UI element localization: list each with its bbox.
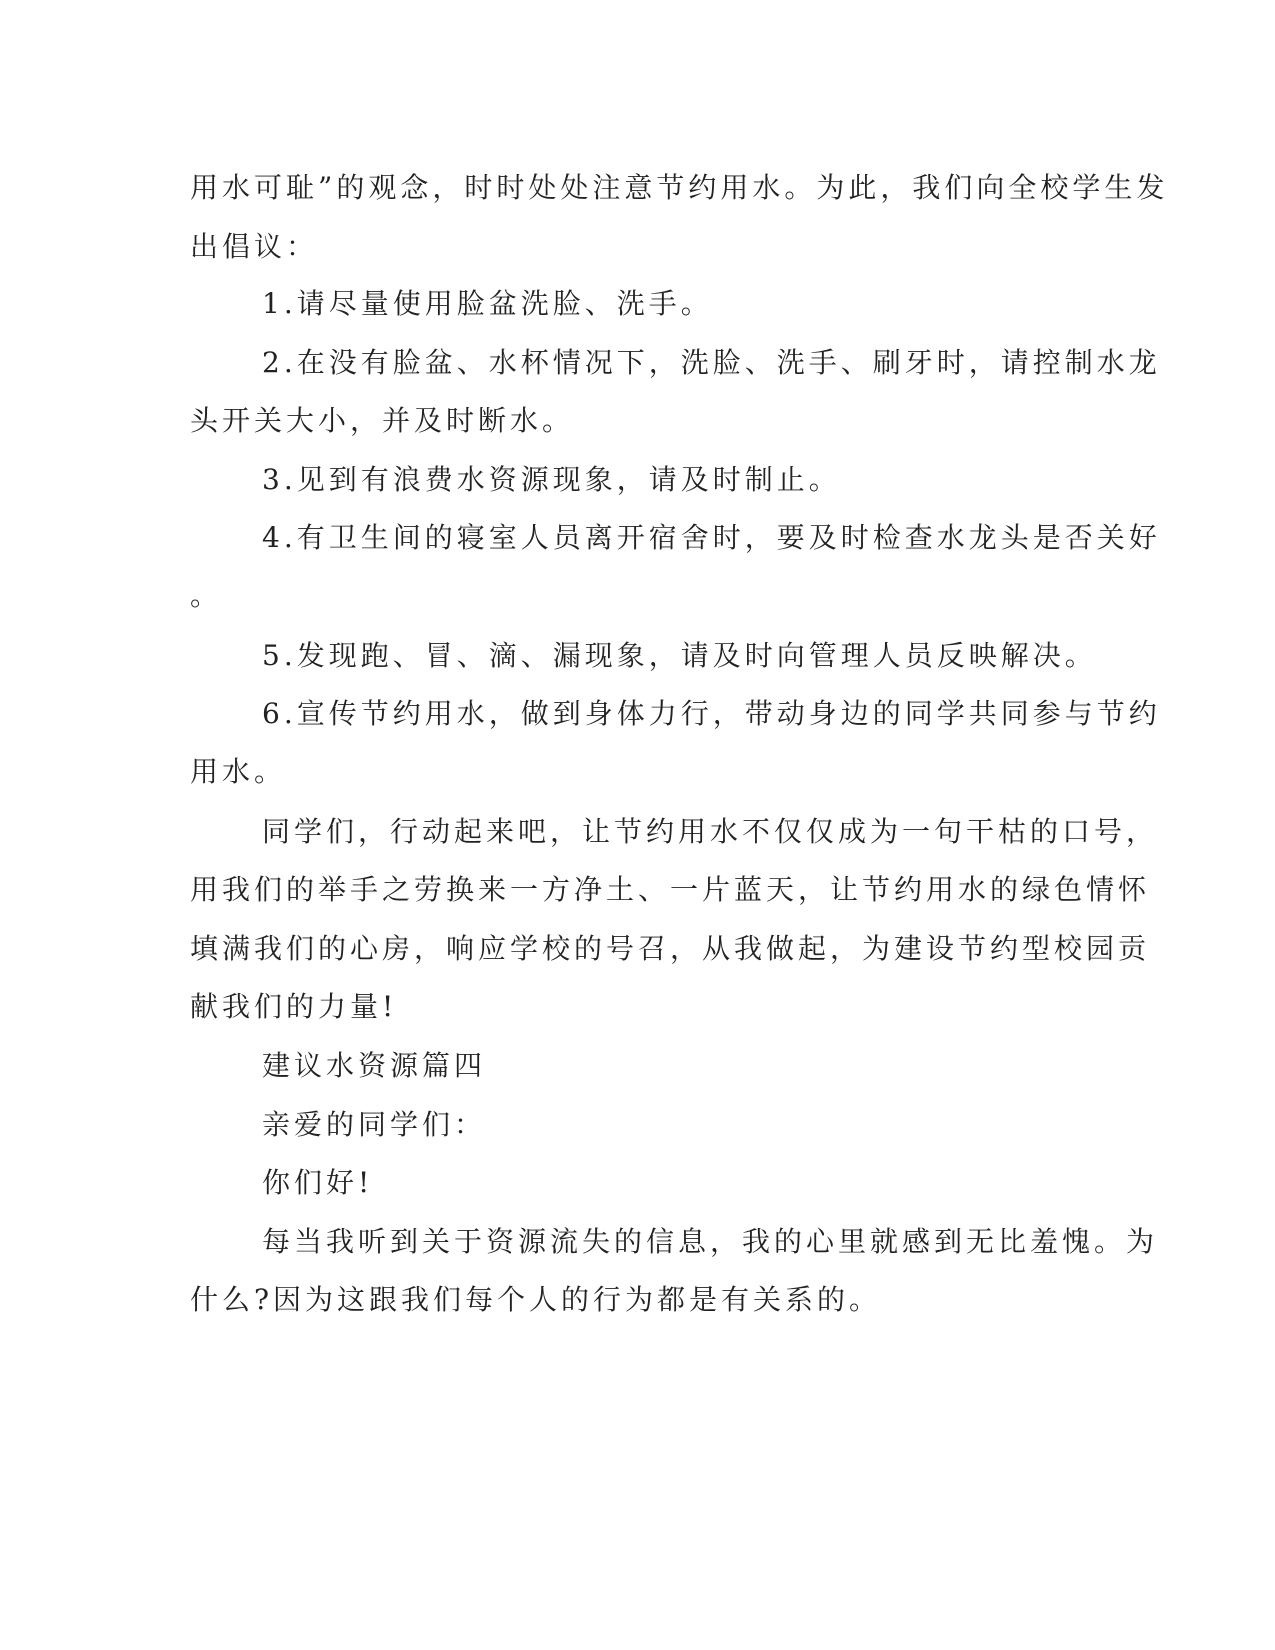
list-item: 2.在没有脸盆、水杯情况下，洗脸、洗手、刷牙时，请控制水龙 <box>262 346 1161 379</box>
paragraph-line: 同学们，行动起来吧，让节约用水不仅仅成为一句干枯的口号， <box>262 815 1159 848</box>
text-line: 。 <box>190 579 223 612</box>
text-line: 什么?因为这跟我们每个人的行为都是有关系的。 <box>190 1283 882 1316</box>
text-line: 用水。 <box>190 755 287 788</box>
list-item: 4.有卫生间的寝室人员离开宿舍时，要及时检查水龙头是否关好 <box>262 521 1161 554</box>
list-item: 3.见到有浪费水资源现象，请及时制止。 <box>262 463 841 496</box>
text-line: 填满我们的心房，响应学校的号召，从我做起，为建设节约型校园贡 <box>190 932 1151 965</box>
list-item: 1.请尽量使用脸盆洗脸、洗手。 <box>262 287 713 320</box>
salutation: 亲爱的同学们： <box>262 1108 487 1141</box>
section-heading: 建议水资源篇四 <box>262 1049 487 1082</box>
list-item: 6.宣传节约用水，做到身体力行，带动身边的同学共同参与节约 <box>262 697 1161 730</box>
paragraph-line: 每当我听到关于资源流失的信息，我的心里就感到无比羞愧。为 <box>262 1225 1159 1258</box>
text-line: 用水可耻”的观念，时时处处注意节约用水。为此，我们向全校学生发 <box>190 171 1169 204</box>
text-line: 献我们的力量! <box>190 990 398 1023</box>
greeting: 你们好! <box>262 1166 374 1199</box>
text-line: 用我们的举手之劳换来一方净土、一片蓝天，让节约用水的绿色情怀 <box>190 873 1151 906</box>
text-line: 出倡议： <box>190 230 319 263</box>
text-line: 头开关大小，并及时断水。 <box>190 404 575 437</box>
list-item: 5.发现跑、冒、滴、漏现象，请及时向管理人员反映解决。 <box>262 639 1097 672</box>
